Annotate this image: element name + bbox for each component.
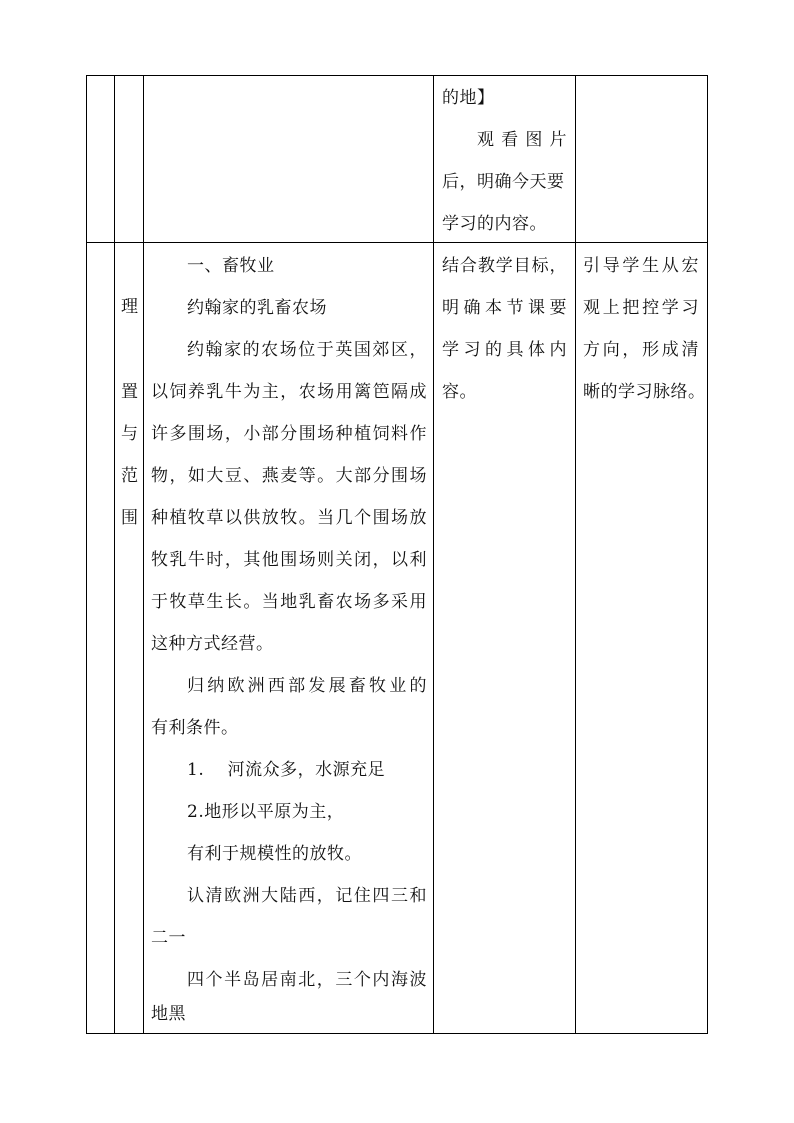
row2-activity-line: 明确本节课要: [442, 298, 567, 318]
design-intent-line: 晰的学习脉络。: [583, 382, 706, 402]
section-label-char: 范: [121, 466, 138, 486]
table-right-border: [707, 75, 708, 1034]
content-line: 地黑: [151, 1004, 186, 1024]
content-line: 认清欧洲大陆西，记住四三和: [187, 886, 427, 906]
content-heading: 一、畜牧业: [187, 256, 275, 276]
section-label-char: 置: [121, 382, 138, 402]
table-left-border: [86, 75, 87, 1034]
content-line: 许多围场，小部分围场种植饲料作: [151, 424, 427, 444]
design-intent-line: 观上把控学习: [583, 298, 699, 318]
row1-activity-line: 后，明确今天要: [442, 172, 565, 192]
row2-activity-line: 结合教学目标，: [442, 256, 567, 276]
content-line: 这种方式经营。: [151, 634, 274, 654]
content-line: 牧乳牛时，其他围场则关闭，以利: [151, 550, 427, 570]
content-line: 约翰家的农场位于英国郊区，: [187, 340, 427, 360]
column-divider-1: [114, 75, 115, 1034]
section-label-char: 与: [121, 424, 138, 444]
row1-activity-line: 学习的内容。: [442, 214, 547, 234]
section-label-char: 理: [121, 297, 138, 317]
design-intent-line: 方向，形成清: [583, 340, 699, 360]
content-subheading: 约翰家的乳畜农场: [187, 298, 327, 318]
content-list-item: 1. 河流众多，水源充足: [187, 760, 386, 780]
content-line: 有利于规模性的放牧。: [187, 844, 362, 864]
table-bottom-border: [86, 1033, 708, 1034]
content-line: 种植牧草以供放牧。当几个围场放: [151, 508, 427, 528]
content-line: 二一: [151, 928, 186, 948]
content-line: 四个半岛居南北，三个内海波: [187, 970, 427, 990]
content-line: 以饲养乳牛为主，农场用篱笆隔成: [151, 382, 427, 402]
row1-activity-line: 观看图片: [477, 130, 567, 150]
column-divider-4: [575, 75, 576, 1034]
row1-activity-line: 的地】: [442, 88, 495, 108]
content-line: 归纳欧洲西部发展畜牧业的: [187, 676, 427, 696]
content-line: 物，如大豆、燕麦等。大部分围场: [151, 466, 427, 486]
design-intent-line: 引导学生从宏: [583, 256, 699, 276]
row-divider: [86, 242, 708, 243]
column-divider-3: [433, 75, 434, 1034]
content-line: 于牧草生长。当地乳畜农场多采用: [151, 592, 427, 612]
column-divider-2: [143, 75, 144, 1034]
content-list-item: 2.地形以平原为主，: [187, 802, 345, 822]
row2-activity-line: 学习的具体内: [442, 340, 567, 360]
section-label-char: 围: [121, 508, 138, 528]
content-line: 有利条件。: [151, 718, 239, 738]
table-top-border: [86, 75, 708, 76]
row2-activity-line: 容。: [442, 382, 477, 402]
